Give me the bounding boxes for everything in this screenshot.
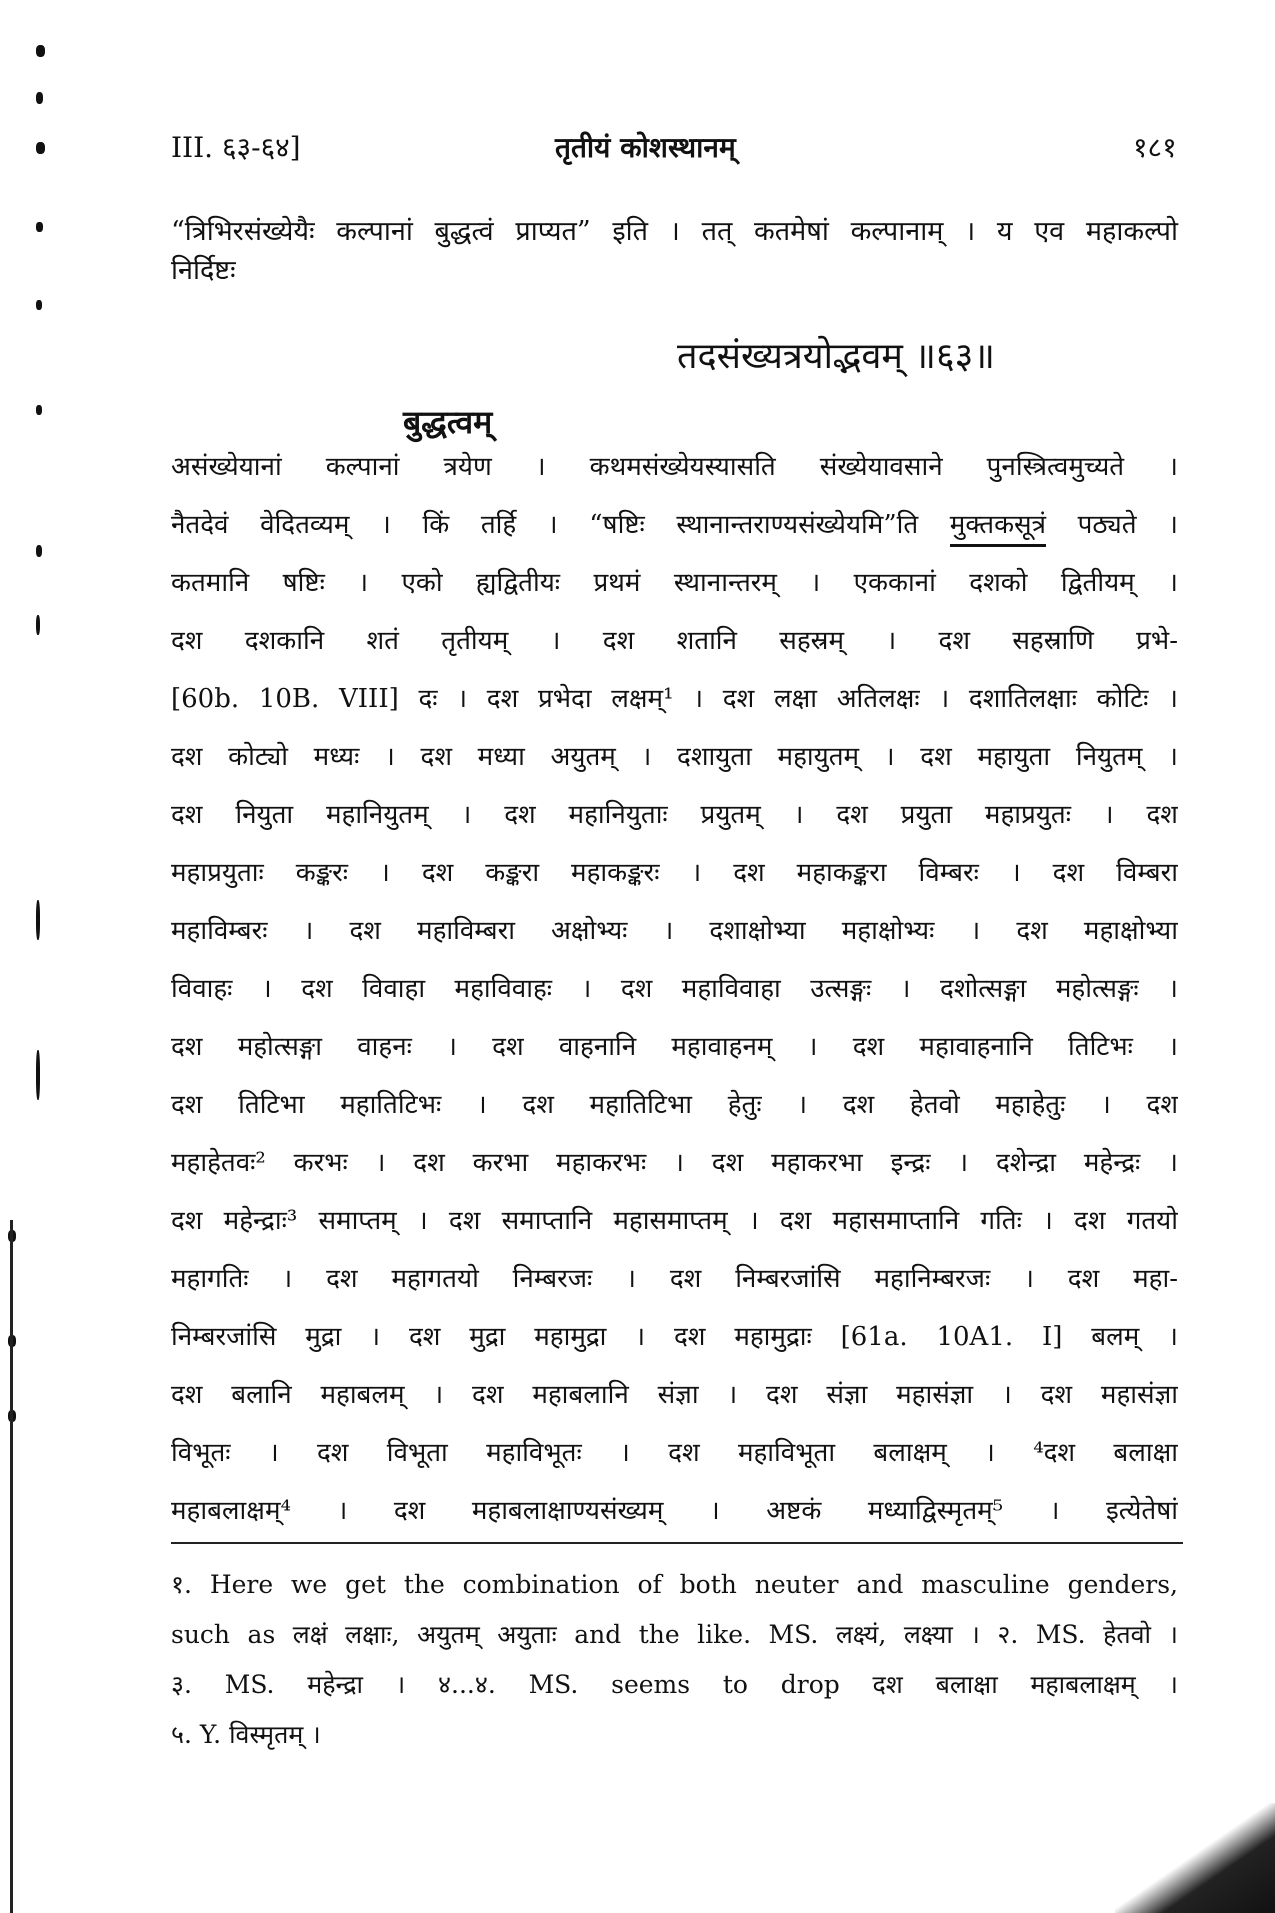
text-line: दश महेन्द्राः³ समाप्तम् । दश समाप्तानि महासमाप्तम् । दश महासमाप्तानि गतिः । दश गतयो [171,1206,1178,1236]
text-line: [60b. 10B. VIII] दः । दश प्रभेदा लक्षम्¹ । दश लक्षा अतिलक्षः । दशातिलक्षाः कोटिः । [171,684,1178,714]
binding-mark [36,1050,40,1100]
footnote-divider [171,1542,1183,1544]
text-line: महाहेतवः² करभः । दश करभा महाकरभः । दश महाकरभा इन्द्रः । दशेन्द्रा महेन्द्रः । [171,1148,1178,1178]
text-line: महागतिः । दश महागतयो निम्बरजः । दश निम्बरजांसि महानिम्बरजः । दश महा- [171,1264,1178,1294]
footnote: ३. MS. महेन्द्रा । ४...४. MS. seems to drop दश बलाक्षा महाबलाक्षम् । [171,1670,1178,1699]
binding-mark [36,92,43,104]
running-title: तृतीयं कोशस्थानम् [555,131,736,164]
text-segment: नैतदेवं वेदितव्यम् । किं तर्हि । “षष्टिः स्थानान्तराण्यसंख्येयमि”ति [171,510,919,540]
body-text [171,438,1178,1540]
binding-mark [36,900,40,940]
text-line: विवाहः । दश विवाहा महाविवाहः । दश महाविवाहा उत्सङ्गः । दशोत्सङ्गा महोत्सङ्गः । [171,974,1178,1004]
intro-line: “त्रिभिरसंख्येयैः कल्पानां बुद्धत्वं प्राप्यत” इति । तत् कतमेषां कल्पानाम् । य एव महाकल्पो [171,216,1178,247]
page-edge-shadow [10,1220,13,1913]
text-line: दश तिटिभा महातिटिभः । दश महातिटिभा हेतुः । दश हेतवो महाहेतुः । दश [171,1090,1178,1120]
binding-mark [36,142,45,154]
text-line: दश नियुता महानियुतम् । दश महानियुताः प्रयुतम् । दश प्रयुता महाप्रयुतः । दश [171,800,1178,830]
footnote: ५. Y. विस्मृतम् । [171,1720,321,1749]
side-heading: बुद्धत्वम् [403,403,493,441]
text-line: दश महोत्सङ्गा वाहनः । दश वाहनानि महावाहनम् । दश महावाहनानि तिटिभः । [171,1032,1178,1062]
binding-mark [36,300,42,310]
section-reference: III. ६३-६४] [171,131,301,164]
binding-mark [36,405,42,415]
binding-mark [36,222,43,232]
verse-karika: तदसंख्यत्रयोद्भवम् ॥६३॥ [677,336,995,377]
text-line: निम्बरजांसि मुद्रा । दश मुद्रा महामुद्रा । दश महामुद्राः [61a. 10A1. I] बलम् । [171,1322,1178,1352]
footnote: such as लक्षं लक्षाः, अयुतम् अयुताः and the like. MS. लक्ष्यं, लक्ष्या । २. MS. हेतवो । [171,1620,1178,1649]
binding-mark [36,45,45,57]
text-line: दश बलानि महाबलम् । दश महाबलानि संज्ञा । दश संज्ञा महासंज्ञा । दश महासंज्ञा [171,1380,1178,1410]
text-line: महाबलाक्षम्⁴ । दश महाबलाक्षाण्यसंख्यम् । अष्टकं मध्याद्विस्मृतम्⁵ । इत्येतेषां [171,1496,1178,1526]
text-line: महाविम्बरः । दश महाविम्बरा अक्षोभ्यः । दशाक्षोभ्या महाक्षोभ्यः । दश महाक्षोभ्या [171,916,1178,946]
binding-mark [36,615,40,635]
text-line: असंख्येयानां कल्पानां त्रयेण । कथमसंख्येयस्यासति संख्येयावसाने पुनस्त्रित्वमुच्यते । [171,452,1178,482]
page-number: १८१ [1133,131,1177,164]
text-line: दश दशकानि शतं तृतीयम् । दश शतानि सहस्रम् । दश सहस्राणि प्रभे- [171,626,1178,656]
text-segment: पठ्यते । [1077,510,1178,540]
text-line: कतमानि षष्टिः । एको ह्यद्वितीयः प्रथमं स्थानान्तरम् । एककानां दशको द्वितीयम् । [171,568,1178,598]
text-line: दश कोट्यो मध्यः । दश मध्या अयुतम् । दशायुता महायुतम् । दश महायुता नियुतम् । [171,742,1178,772]
corner-shadow [1115,1803,1275,1913]
underlined-term: मुक्तकसूत्रं [950,510,1046,547]
footnote: १. Here we get the combination of both neuter and masculine genders, [171,1570,1178,1599]
text-line [171,496,1178,554]
intro-line: निर्दिष्टः [171,255,236,286]
text-line: महाप्रयुताः कङ्करः । दश कङ्करा महाकङ्करः । दश महाकङ्करा विम्बरः । दश विम्बरा [171,858,1178,888]
text-line: विभूतः । दश विभूता महाविभूतः । दश महाविभूता बलाक्षम् । ⁴दश बलाक्षा [171,1438,1178,1468]
binding-mark [36,545,42,557]
